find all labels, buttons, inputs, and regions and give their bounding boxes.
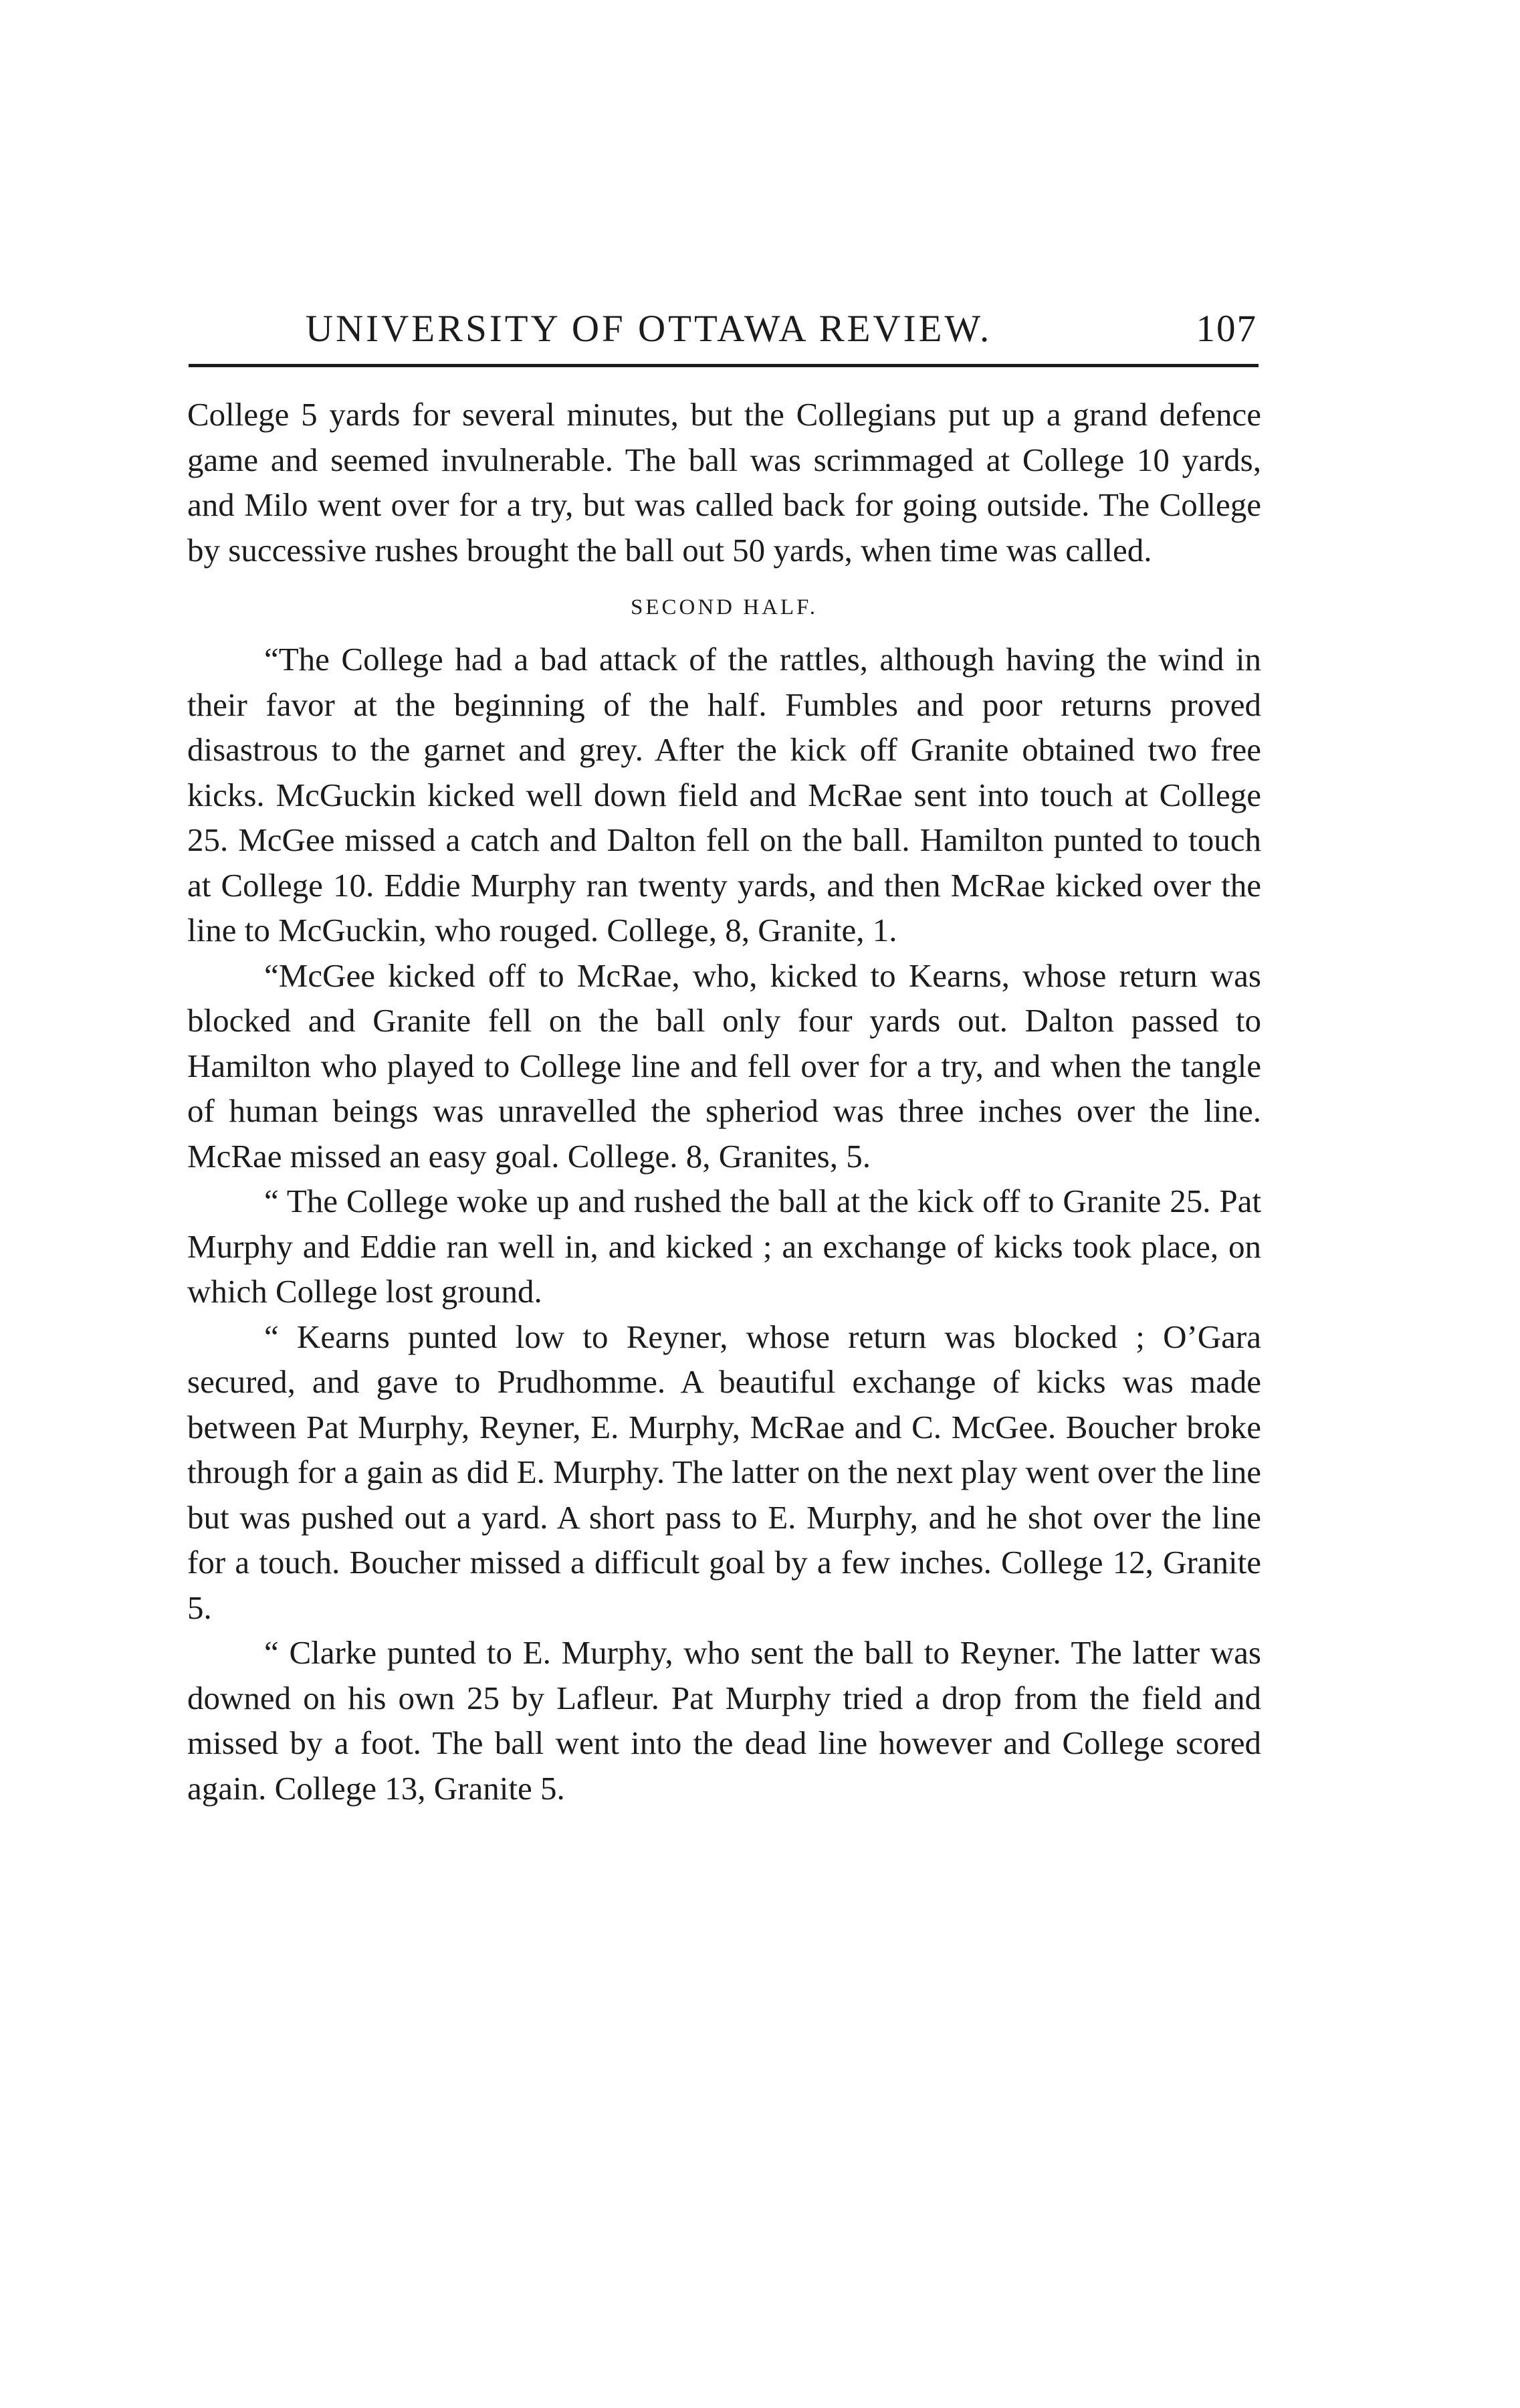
paragraph: “ The College woke up and rushed the ball at the kick off to Granite 25. Pat Murphy and Eddie ran well in, and kicked ; an exchange of kicks took place, on which College lost ground. (187, 1183, 1261, 1310)
running-title: UNIVERSITY OF OTTAWA REVIEW. (305, 308, 992, 350)
continuation-paragraph: College 5 yards for several minutes, but the Collegians put up a grand defence game and seemed invulnerable. The ball was scrimmaged at College 10 yards, and Milo went over for a try, but was called back for going outside. The College by successive rushes brought the ball out 50 yards, when time was called. (187, 396, 1261, 569)
header-rule (189, 364, 1259, 367)
paragraph: “The College had a bad attack of the rattles, although having the wind in their favor at the beginning of the half. Fumbles and poor returns proved disastrous to the garnet and grey. After the kick off Granite obtained two free kicks. McGuckin kicked well down field and McRae sent into touch at College 25. McGee missed a catch and Dalton fell on the ball. Hamilton punted to touch at College 10. Eddie Murphy ran twenty yards, and then McRae kicked over the line to McGuckin, who rouged. College, 8, Granite, 1. (187, 641, 1261, 948)
page-number: 107 (1196, 308, 1257, 350)
body-text (187, 392, 1261, 1811)
paragraph: “McGee kicked off to McRae, who, kicked to Kearns, whose return was blocked and Granite fell on the ball only four yards out. Dalton passed to Hamilton who played to College line and fell over for a try, and when the tangle of human beings was unravelled the spheriod was three inches over the line. McRae missed an easy goal. College. 8, Granites, 5. (187, 957, 1261, 1175)
paragraph: “ Kearns punted low to Reyner, whose return was blocked ; O’Gara secured, and gave to Prudhomme. A beautiful exchange of kicks was made between Pat Murphy, Reyner, E. Murphy, McRae and C. McGee. Boucher broke through for a gain as did E. Murphy. The latter on the next play went over the line but was pushed out a yard. A short pass to E. Murphy, and he shot over the line for a touch. Boucher missed a difficult goal by a few inches. College 12, Granite 5. (187, 1318, 1261, 1626)
paragraph: “ Clarke punted to E. Murphy, who sent the ball to Reyner. The latter was downed on his own 25 by Lafleur. Pat Murphy tried a drop from the field and missed by a foot. The ball went into the dead line however and College scored again. College 13, Granite 5. (187, 1634, 1261, 1807)
section-heading: SECOND HALF. (630, 595, 819, 619)
running-head (187, 302, 1257, 356)
